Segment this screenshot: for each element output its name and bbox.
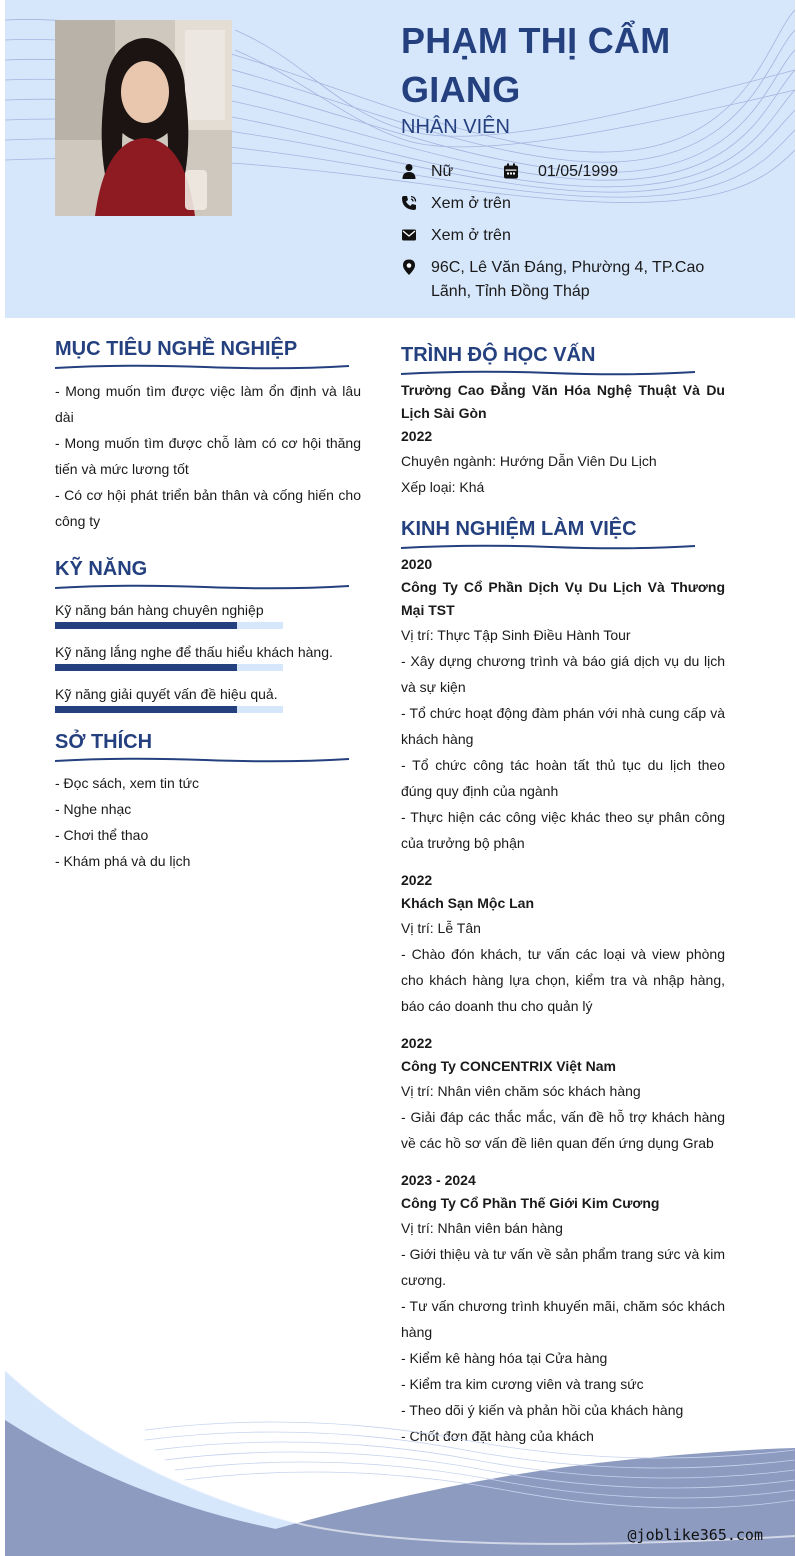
- experience-detail: - Tổ chức công tác hoàn tất thủ tục du lịch theo đúng quy định của ngành: [401, 757, 725, 799]
- hobby-item: - Chơi thể thao: [55, 827, 149, 843]
- experience-detail: - Theo dõi ý kiến và phản hồi của khách hàng: [401, 1402, 684, 1418]
- skills-section: [55, 554, 361, 713]
- experience-position: Vị trí: Nhân viên chăm sóc khách hàng: [401, 1083, 641, 1099]
- skill-item: [55, 683, 361, 713]
- skill-bar-fill: [55, 664, 237, 671]
- hobbies-section: [55, 727, 361, 874]
- skill-label: Kỹ năng bán hàng chuyên nghiệp: [55, 602, 264, 618]
- experience-detail: - Tổ chức hoạt động đàm phán với nhà cung cấp và khách hàng: [401, 705, 725, 747]
- profile-photo: [55, 20, 232, 216]
- experience-detail: - Thực hiện các công việc khác theo sự phân công của trưởng bộ phận: [401, 809, 725, 851]
- education-title: TRÌNH ĐỘ HỌC VẤN: [401, 344, 596, 366]
- skill-item: [55, 641, 361, 671]
- experience-detail: - Chào đón khách, tư vấn các loại và view phòng cho khách hàng lựa chọn, kiểm tra và nhập hàng, báo cáo doanh thu cho quản lý: [401, 946, 725, 1014]
- left-column: [55, 334, 361, 874]
- experience-year: 2022: [401, 1035, 433, 1051]
- experience-detail: - Kiểm tra kim cương viên và trang sức: [401, 1376, 644, 1392]
- skill-bar: [55, 706, 283, 713]
- school-name: Trường Cao Đẳng Văn Hóa Nghệ Thuật Và Du Lịch Sài Gòn: [401, 382, 725, 421]
- section-underline: [55, 756, 351, 764]
- candidate-name: PHẠM THỊ CẨM GIANG: [401, 20, 671, 110]
- experience-title: KINH NGHIỆM LÀM VIỆC: [401, 518, 637, 540]
- objective-line: - Mong muốn tìm được chỗ làm có cơ hội thăng tiến và mức lương tốt: [55, 435, 361, 477]
- experience-position: Vị trí: Thực Tập Sinh Điều Hành Tour: [401, 627, 631, 643]
- skills-title: KỸ NĂNG: [55, 558, 148, 580]
- skill-bar: [55, 622, 283, 629]
- experience-year: 2020: [401, 556, 433, 572]
- calendar-icon: [503, 163, 519, 179]
- education-section: [401, 340, 725, 500]
- skill-bar-fill: [55, 706, 237, 713]
- education-major: Chuyên ngành: Hướng Dẫn Viên Du Lịch: [401, 453, 657, 469]
- experience-detail: - Xây dựng chương trình và báo giá dịch vụ du lịch và sự kiện: [401, 653, 725, 695]
- skill-bar: [55, 664, 283, 671]
- experience-detail: - Tư vấn chương trình khuyến mãi, chăm sóc khách hàng: [401, 1298, 725, 1340]
- objective-title: MỤC TIÊU NGHỀ NGHIỆP: [55, 338, 298, 360]
- objective-section: [55, 334, 361, 534]
- cv-header: [5, 0, 795, 318]
- section-underline: [55, 363, 351, 371]
- skill-item: [55, 599, 361, 629]
- hobby-item: - Nghe nhạc: [55, 801, 132, 817]
- experience-item: [401, 869, 725, 1019]
- experience-detail: - Giới thiệu và tư vấn về sản phẩm trang sức và kim cương.: [401, 1246, 725, 1288]
- experience-company: Công Ty Cổ Phần Thế Giới Kim Cương: [401, 1195, 660, 1211]
- experience-year: 2022: [401, 872, 433, 888]
- experience-detail: - Giải đáp các thắc mắc, vấn đề hỗ trợ khách hàng về các hồ sơ vấn đề liên quan đến ứng dụng Grab: [401, 1109, 725, 1151]
- education-grade: Xếp loại: Khá: [401, 479, 485, 495]
- birthday-value: 01/05/1999: [538, 163, 619, 180]
- skill-bar-fill: [55, 622, 237, 629]
- right-column: [401, 340, 725, 1462]
- gender-value: Nữ: [431, 163, 454, 180]
- hobbies-title: SỞ THÍCH: [55, 731, 153, 753]
- experience-year: 2023 - 2024: [401, 1172, 476, 1188]
- cv-page: [5, 0, 795, 1556]
- hobby-item: - Khám phá và du lịch: [55, 853, 191, 869]
- experience-item: [401, 553, 725, 856]
- experience-position: Vị trí: Lễ Tân: [401, 920, 481, 936]
- experience-section: [401, 514, 725, 1449]
- section-underline: [55, 583, 351, 591]
- section-underline: [401, 369, 697, 377]
- experience-company: Công Ty Cổ Phần Dịch Vụ Du Lịch Và Thương Mại TST: [401, 579, 725, 618]
- experience-company: Công Ty CONCENTRIX Việt Nam: [401, 1058, 616, 1074]
- portrait-illustration: [55, 20, 232, 216]
- experience-position: Vị trí: Nhân viên bán hàng: [401, 1220, 563, 1236]
- experience-detail: - Kiểm kê hàng hóa tại Cửa hàng: [401, 1350, 608, 1366]
- objective-line: - Mong muốn tìm được việc làm ổn định và lâu dài: [55, 383, 361, 425]
- skill-label: Kỹ năng lắng nghe để thấu hiểu khách hàng.: [55, 644, 333, 660]
- address-value: 96C, Lê Văn Đáng, Phường 4, TP.Cao Lãnh, Tỉnh Đồng Tháp: [431, 259, 705, 300]
- skill-label: Kỹ năng giải quyết vấn đề hiệu quả.: [55, 686, 278, 702]
- experience-item: [401, 1032, 725, 1156]
- graduation-year: 2022: [401, 428, 433, 444]
- location-pin-icon: [401, 259, 417, 275]
- experience-detail: - Chốt đơn đặt hàng của khách: [401, 1428, 594, 1444]
- email-value: Xem ở trên: [431, 227, 511, 244]
- phone-value: Xem ở trên: [431, 195, 511, 212]
- hobby-item: - Đọc sách, xem tin tức: [55, 775, 199, 791]
- section-underline: [401, 543, 697, 551]
- experience-company: Khách Sạn Mộc Lan: [401, 895, 535, 911]
- candidate-job-title: NHÂN VIÊN: [401, 116, 510, 138]
- phone-icon: [401, 195, 417, 211]
- user-icon: [401, 163, 417, 179]
- mail-icon: [401, 227, 417, 243]
- watermark: @joblike365.com: [627, 1526, 763, 1544]
- objective-line: - Có cơ hội phát triển bản thân và cống hiến cho công ty: [55, 487, 361, 529]
